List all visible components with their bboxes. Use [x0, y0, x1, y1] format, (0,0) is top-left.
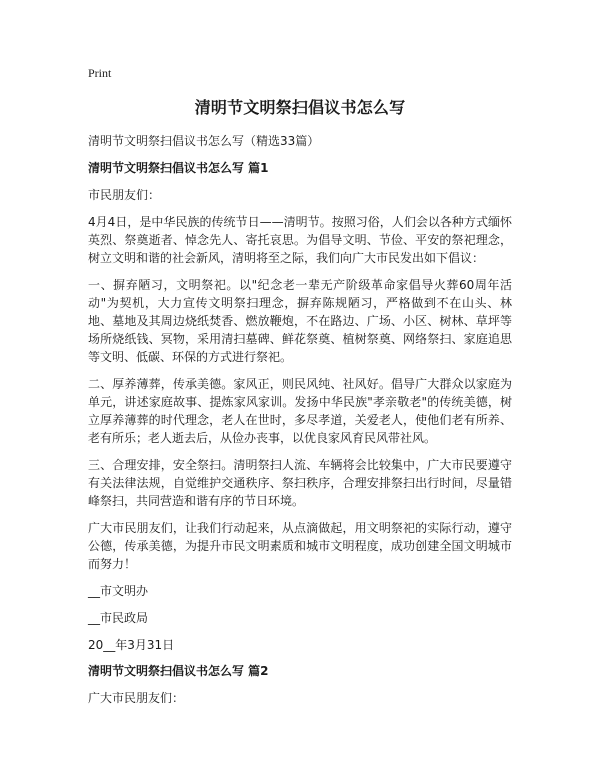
paragraph-intro: 4月4日，是中华民族的传统节日——清明节。按照习俗，人们会以各种方式缅怀英烈、祭奠逝者、悼念先人、寄托哀思。为倡导文明、节俭、平安的祭祀理念，树立文明和谐的社会新风，清明将至之际，我们向广大市民发出如下倡议： [88, 215, 512, 265]
salutation: 市民朋友们： [88, 188, 161, 202]
salutation-2: 广大市民朋友们： [88, 691, 185, 705]
signature-bureau: __市民政局 [88, 611, 149, 625]
section-heading-1: 清明节文明祭扫倡议书怎么写 篇1 [88, 161, 269, 175]
paragraph-closing: 广大市民朋友们，让我们行动起来，从点滴做起，用文明祭祀的实际行动，遵守公德，传承美德，为提升市民文明素质和城市文明程度，成功创建全国文明城市而努力！ [88, 521, 512, 571]
signature-date: 20__年3月31日 [88, 638, 175, 652]
document-title: 清明节文明祭扫倡议书怎么写 [194, 98, 406, 117]
paragraph-point-2: 二、厚养薄葬，传承美德。家风正，则民风纯、社风好。倡导广大群众以家庭为单元，讲述家庭故事、提炼家风家训。发扬中华民族"孝亲敬老"的传统美德，树立厚养薄葬的时代理念，老人在世时，多尽孝道，关爱老人，使他们老有所养、老有所乐；老人逝去后，从俭办丧事，以优良家风育民风带社风。 [88, 377, 512, 445]
paragraph-point-1: 一、摒弃陋习，文明祭祀。以"纪念老一辈无产阶级革命家倡导火葬60周年活动"为契机，大力宣传文明祭扫理念，摒弃陈规陋习，严格做到不在山头、林地、墓地及其周边烧纸焚香、燃放鞭炮，不在路边、广场、小区、树林、草坪等场所烧纸钱、冥物，采用清扫墓碑、鲜花祭奠、植树祭奠、网络祭扫、家庭追思等文明、低碳、环保的方式进行祭祀。 [88, 278, 512, 364]
document-subtitle: 清明节文明祭扫倡议书怎么写（精选33篇） [88, 134, 320, 148]
section-heading-2: 清明节文明祭扫倡议书怎么写 篇2 [88, 664, 269, 678]
paragraph-point-3: 三、合理安排，安全祭扫。清明祭扫人流、车辆将会比较集中，广大市民要遵守有关法律法规，自觉维护交通秩序、祭扫秩序，合理安排祭扫出行时间，尽量错峰祭扫，共同营造和谐有序的节日环境。 [88, 458, 512, 508]
signature-office: __市文明办 [88, 584, 149, 598]
print-label: Print [88, 66, 112, 80]
